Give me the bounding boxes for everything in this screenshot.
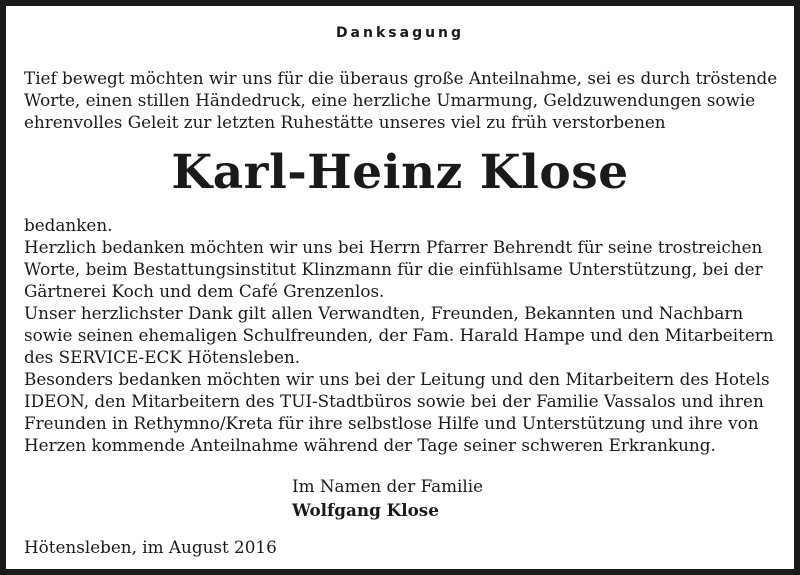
body-line: Besonders bedanken möchten wir uns bei der Leitung und den Mitarbeitern des Hotels — [24, 369, 770, 389]
body-line: des SERVICE-ECK Hötensleben. — [24, 347, 301, 367]
signature-intro: Im Namen der Familie — [292, 476, 484, 496]
place-and-date: Hötensleben, im August 2016 — [24, 537, 277, 557]
intro-line: Tief bewegt möchten wir uns für die überaus große Anteilnahme, sei es durch tröstende — [24, 68, 778, 88]
notice-heading: Danksagung — [335, 25, 465, 41]
body-line: Herzlich bedanken möchten wir uns bei Herrn Pfarrer Behrendt für seine trostreichen — [24, 237, 763, 257]
deceased-name: Karl-Heinz Klose — [171, 145, 629, 200]
body-line: bedanken. — [24, 215, 113, 235]
body-line: sowie seinen ehemaligen Schulfreunden, der Fam. Harald Hampe und den Mitarbeitern — [24, 325, 774, 345]
body-line: Worte, beim Bestattungsinstitut Klinzmann für die einfühlsame Unterstützung, bei der — [24, 259, 763, 279]
body-line: Gärtnerei Koch und dem Café Grenzenlos. — [24, 281, 385, 301]
intro-paragraph — [24, 67, 782, 133]
signature-block — [292, 474, 483, 522]
body-line: Freunden in Rethymno/Kreta für ihre selbstlose Hilfe und Unterstützung und ihre von — [24, 413, 759, 433]
intro-line: Worte, einen stillen Händedruck, eine herzliche Umarmung, Geldzuwendungen sowie — [24, 90, 756, 110]
body-line: Herzen kommende Anteilnahme während der Tage seiner schweren Erkrankung. — [24, 435, 716, 455]
signature-name: Wolfgang Klose — [292, 500, 439, 520]
intro-line: ehrenvolles Geleit zur letzten Ruhestätte unseres viel zu früh verstorbenen — [24, 112, 666, 132]
body-paragraph — [24, 214, 782, 456]
body-line: IDEON, den Mitarbeitern des TUI-Stadtbüros sowie bei der Familie Vassalos und ihren — [24, 391, 764, 411]
body-line: Unser herzlichster Dank gilt allen Verwandten, Freunden, Bekannten und Nachbarn — [24, 303, 744, 323]
